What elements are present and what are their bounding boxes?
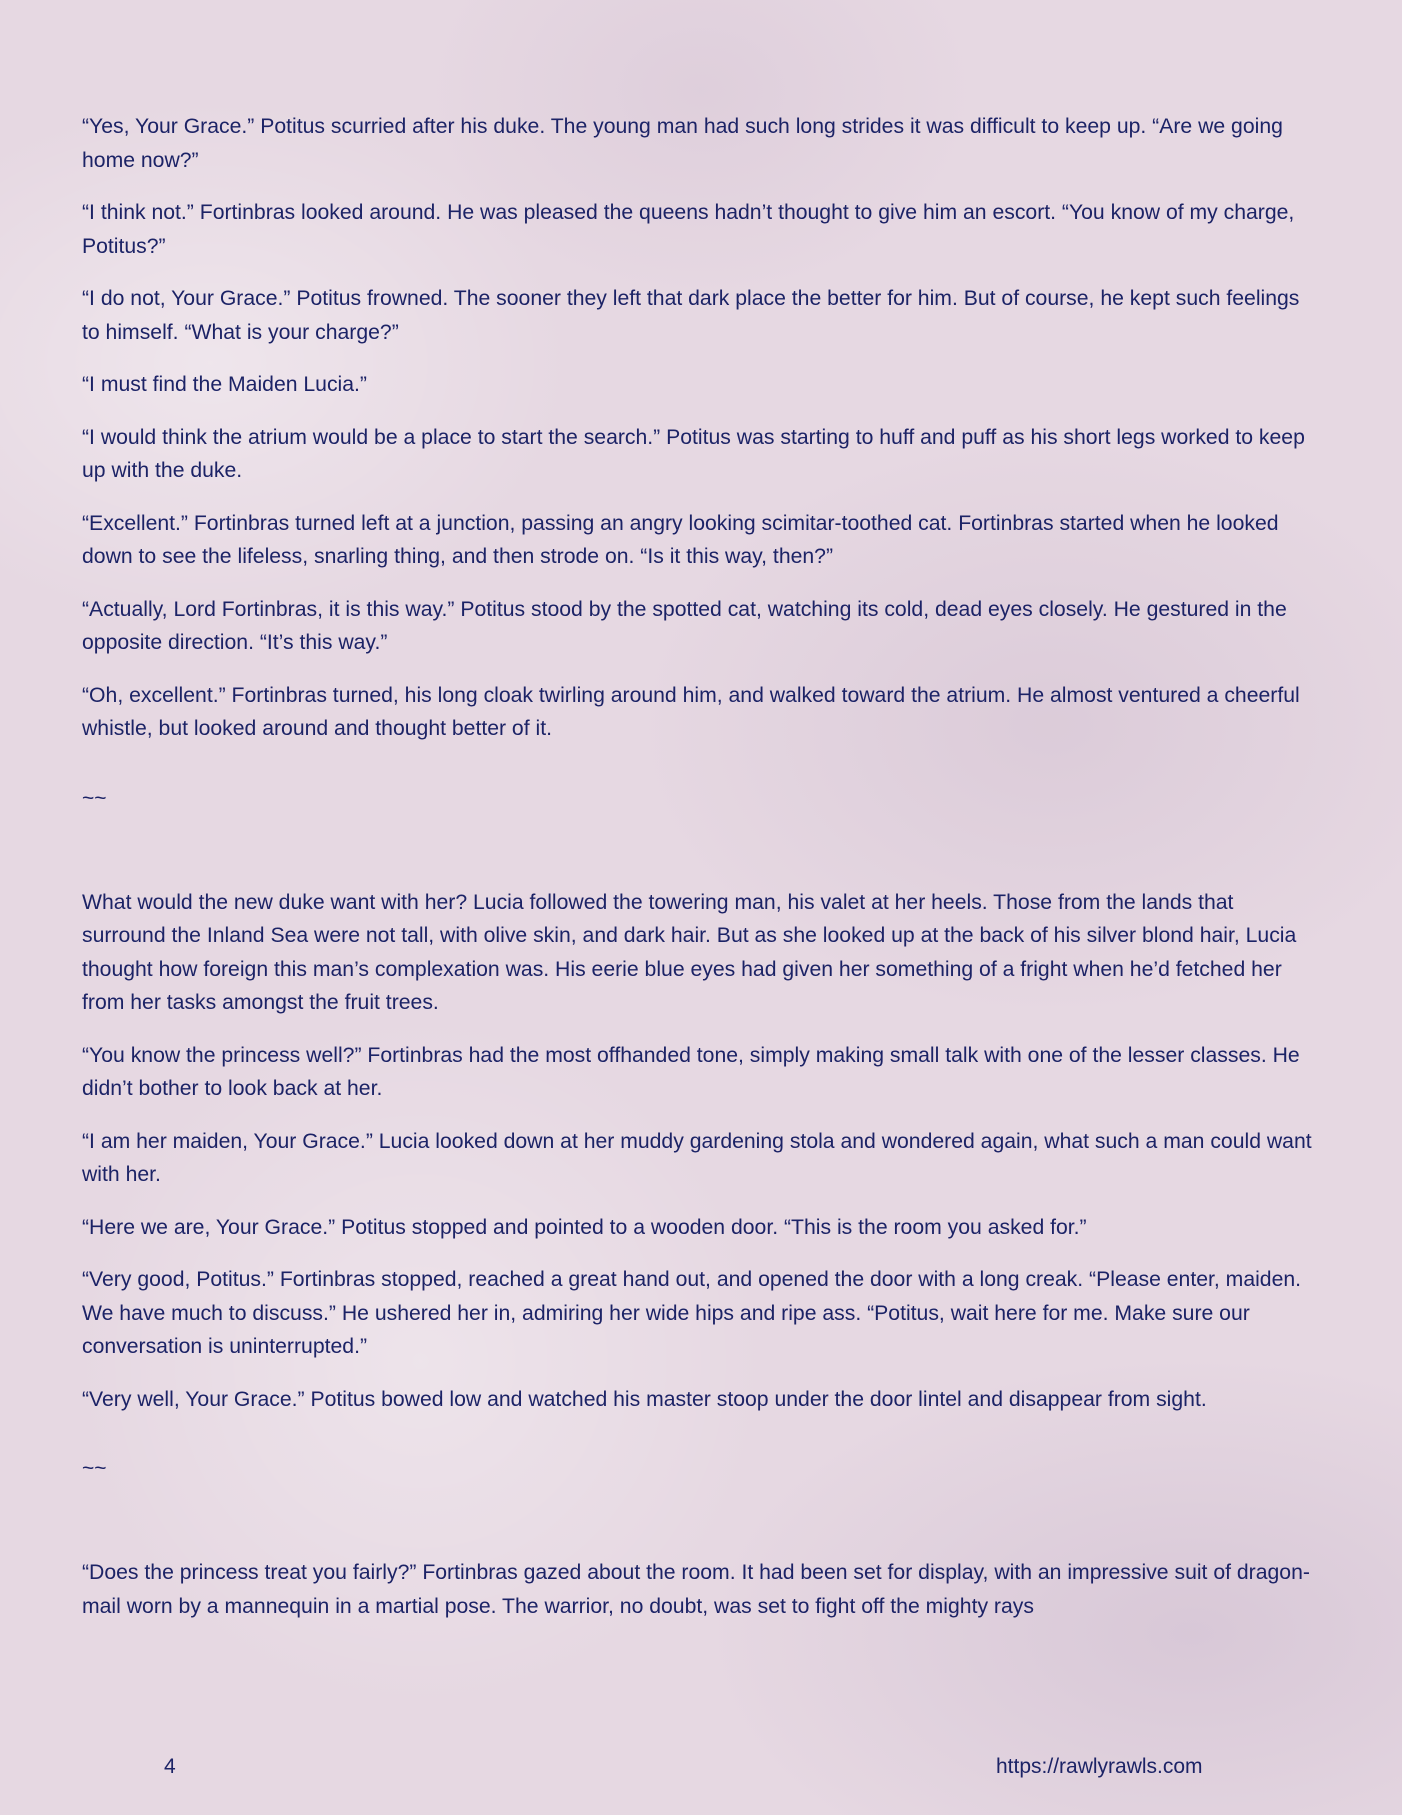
paragraph: “Excellent.” Fortinbras turned left at a junction, passing an angry looking scimitar-toothed cat. Fortinbras started when he looked down to see the lifeless, snarling thing, and then strode on. “Is it this way, then?” [82,511,1279,568]
page-number: 4 [164,1755,176,1778]
page-body [82,110,1322,1642]
paragraph: “You know the princess well?” Fortinbras had the most offhanded tone, simply making small talk with one of the lesser classes. He didn’t bother to look back at her. [82,1043,1300,1100]
paragraph: “I must find the Maiden Lucia.” [82,373,367,396]
paragraph: “Does the princess treat you fairly?” Fortinbras gazed about the room. It had been set for display, with an impressive suit of dragon-mail worn by a mannequin in a martial pose. The warrior, no doubt, was set to fight off the mighty rays [82,1561,1310,1618]
paragraph: “Yes, Your Grace.” Potitus scurried after his duke. The young man had such long strides it was difficult to keep up. “Are we going home now?” [82,115,1283,172]
paragraph: “I think not.” Fortinbras looked around. He was pleased the queens hadn’t thought to give him an escort. “You know of my charge, Potitus?” [82,201,1295,258]
paragraph: “Very well, Your Grace.” Potitus bowed low and watched his master stoop under the door lintel and disappear from sight. [82,1387,1207,1411]
paragraph: “Oh, excellent.” Fortinbras turned, his long cloak twirling around him, and walked toward the atrium. He almost ventured a cheerful whistle, but looked around and thought better of it. [82,683,1300,740]
paragraph: What would the new duke want with her? Lucia followed the towering man, his valet at her heels. Those from the lands that surround the Inland Sea were not tall, with olive skin, and dark hair. But as she looked up at the back of his silver blond hair, Lucia thought how foreign this man’s complexation was. His eerie blue eyes had given her something of a fright when he’d fetched her from her tasks amongst the fruit trees. [82,890,1297,1014]
scene-separator: ~~ [82,1457,107,1480]
paragraph: “I would think the atrium would be a place to start the search.” Potitus was starting to huff and puff as his short legs worked to keep up with the duke. [82,425,1305,482]
paragraph: “I do not, Your Grace.” Potitus frowned. The sooner they left that dark place the better for him. But of course, he kept such feelings to himself. “What is your charge?” [82,287,1300,344]
paragraph: “I am her maiden, Your Grace.” Lucia looked down at her muddy gardening stola and wondered again, what such a man could want with her. [82,1129,1312,1186]
paragraph: “Here we are, Your Grace.” Potitus stopped and pointed to a wooden door. “This is the room you asked for.” [82,1215,1087,1239]
paragraph: “Actually, Lord Fortinbras, it is this way.” Potitus stood by the spotted cat, watching its cold, dead eyes closely. He gestured in the opposite direction. “It’s this way.” [82,597,1287,654]
paragraph: “Very good, Potitus.” Fortinbras stopped, reached a great hand out, and opened the door with a long creak. “Please enter, maiden. We have much to discuss.” He ushered her in, admiring her wide hips and ripe ass. “Potitus, wait here for me. Make sure our conversation is uninterrupted.” [82,1268,1302,1358]
footer-url: https://rawlyrawls.com [996,1755,1203,1778]
scene-separator: ~~ [82,786,107,810]
